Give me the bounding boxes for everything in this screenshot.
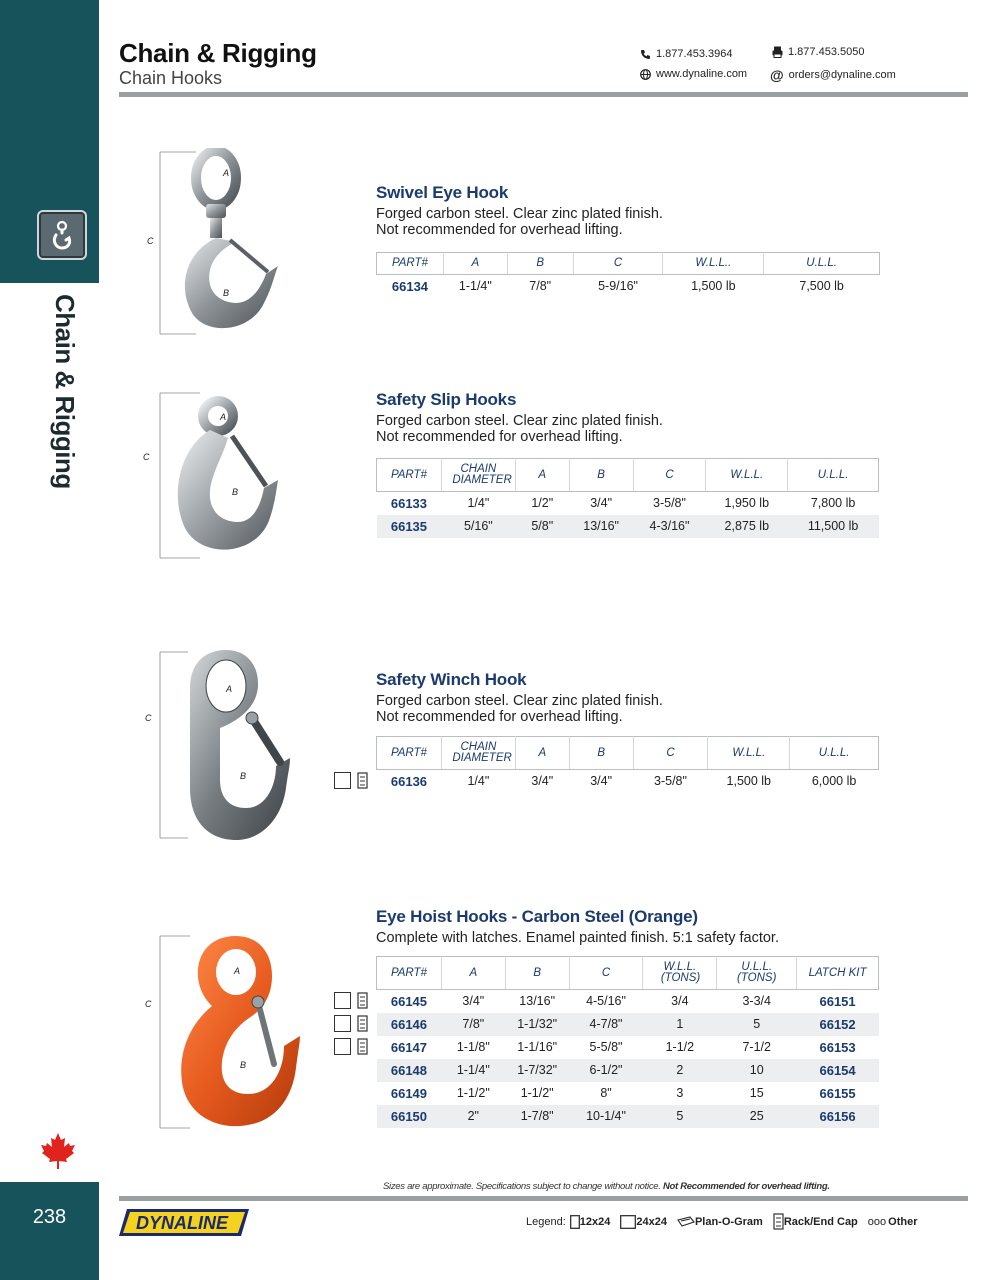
fax-icon — [772, 46, 783, 58]
hook-category-icon — [37, 210, 87, 260]
table-cell: 1-7/32" — [505, 1059, 569, 1082]
box-24x24-icon — [620, 1215, 636, 1229]
column-header: A — [441, 957, 505, 990]
table-cell: 1-1/2" — [456, 1086, 490, 1100]
phone-number[interactable]: 1.877.453.3964 — [656, 48, 733, 60]
swivel-eye-hook-image — [140, 148, 290, 340]
table-cell: 10 — [717, 1059, 797, 1082]
eye-hoist-hook-orange-image — [140, 932, 305, 1132]
legend-label: Legend: — [526, 1215, 566, 1228]
column-header: C — [633, 737, 708, 770]
table-row — [377, 770, 879, 793]
table-cell: 2 — [643, 1059, 717, 1082]
column-header: CHAIN DIAMETER — [441, 737, 515, 770]
dim-label-b: B — [223, 288, 230, 298]
table-cell: 4-5/16" — [586, 994, 626, 1009]
fax-number: 1.877.453.5050 — [788, 46, 865, 58]
phone-icon — [640, 49, 651, 60]
page-subtitle: Chain Hooks — [119, 68, 223, 88]
table-cell: 8" — [600, 1086, 612, 1100]
table-cell: 1-1/4" — [441, 1059, 505, 1082]
table-row — [377, 515, 879, 538]
column-header: B — [569, 737, 633, 770]
dim-label-b: B — [240, 1060, 247, 1070]
stock-indicators — [334, 772, 368, 789]
column-header: U.L.L. — [788, 459, 879, 492]
column-header: CHAIN DIAMETER — [441, 459, 515, 492]
stock-indicators — [334, 992, 368, 1009]
other-dots-icon: ooo — [867, 1215, 887, 1228]
header-divider — [119, 92, 968, 97]
table-cell: 5/16" — [441, 515, 515, 538]
table-cell: 3/4" — [462, 994, 485, 1009]
table-cell: 66155 — [819, 1085, 856, 1101]
rack-icon — [773, 1213, 784, 1230]
page-number: 238 — [32, 1206, 67, 1228]
table-cell: 3-5/8" — [654, 774, 687, 789]
table-cell: 66148 — [377, 1059, 442, 1082]
table-cell: 1-1/8" — [456, 1040, 490, 1054]
table-row — [377, 1013, 879, 1036]
fax-contact — [772, 46, 864, 58]
table-cell: 1/4" — [467, 496, 490, 511]
column-header: C — [633, 459, 706, 492]
column-header: A — [515, 459, 569, 492]
table-row — [377, 990, 879, 1013]
column-header: U.L.L. — [764, 253, 880, 275]
legend-item-rack-end-cap: Rack/End Cap — [773, 1213, 858, 1230]
table-cell: 66154 — [797, 1059, 879, 1082]
table-cell: 1-1/2" — [520, 1086, 554, 1100]
table-row — [377, 1036, 879, 1059]
table-cell: 5 — [643, 1105, 717, 1128]
dynaline-logo[interactable] — [119, 1209, 249, 1236]
rack-icon — [357, 1038, 368, 1055]
product-description: Forged carbon steel. Clear zinc plated finish. Not recommended for overhead lifting. — [376, 413, 663, 445]
disclaimer: Sizes are approximate. Specifications subject to change without notice. Not Recommended for overhead lifting. — [383, 1181, 830, 1192]
table-cell: 66136 — [390, 773, 428, 789]
table-cell: 1 — [643, 1013, 717, 1036]
box-12x24-icon — [570, 1215, 580, 1229]
table-cell: 66135 — [377, 515, 442, 538]
dim-label-c: C — [145, 999, 152, 1009]
email-contact — [770, 67, 896, 83]
spec-table — [376, 252, 880, 298]
globe-icon — [640, 69, 651, 80]
rack-icon — [357, 992, 368, 1009]
table-cell: 7,800 lb — [810, 496, 856, 511]
table-cell: 1,950 lb — [724, 496, 770, 511]
email-link[interactable]: orders@dynaline.com — [788, 69, 896, 81]
table-cell: 66147 — [390, 1039, 428, 1055]
legend-item-24x24: 24x24 — [620, 1215, 667, 1229]
legend — [526, 1213, 927, 1230]
table-cell: 15 — [749, 1086, 764, 1100]
column-header: LATCH KIT — [797, 957, 879, 990]
table-cell: 1-1/2 — [665, 1040, 695, 1054]
dim-label-c: C — [147, 236, 154, 246]
product-title: Eye Hoist Hooks - Carbon Steel (Orange) — [376, 907, 698, 926]
rack-icon — [357, 772, 368, 789]
dim-label-b: B — [232, 487, 239, 497]
table-row — [377, 1105, 879, 1128]
rack-icon — [357, 1015, 368, 1032]
table-cell: 66149 — [390, 1085, 428, 1101]
dim-label-a: A — [226, 684, 233, 694]
table-row — [377, 1082, 879, 1105]
column-header: PART# — [377, 957, 442, 990]
table-cell: 3-3/4 — [742, 994, 771, 1009]
table-cell: 1-1/4" — [458, 279, 492, 294]
table-cell: 6,000 lb — [811, 774, 857, 789]
product-title: Safety Slip Hooks — [376, 390, 517, 409]
column-header: A — [443, 253, 507, 275]
table-cell: 1,500 lb — [691, 279, 736, 294]
table-cell: 66145 — [390, 993, 428, 1009]
table-cell: 13/16" — [569, 515, 633, 538]
table-cell: 66150 — [377, 1105, 442, 1128]
table-cell: 7/8" — [441, 1013, 505, 1036]
column-header: W.L.L.. — [663, 253, 764, 275]
table-cell: 66134 — [391, 278, 429, 294]
table-cell: 5-9/16" — [598, 279, 638, 294]
table-cell: 1-1/16" — [517, 1040, 558, 1054]
table-cell: 7/8" — [529, 279, 552, 294]
legend-item-plan-o-gram: Plan-O-Gram — [677, 1216, 763, 1228]
product-description: Forged carbon steel. Clear zinc plated finish. Not recommended for overhead lifting. — [376, 693, 663, 725]
dim-label-c: C — [145, 713, 152, 723]
column-header: B — [505, 957, 569, 990]
table-cell: 3/4" — [590, 774, 613, 789]
table-cell: 3/4 — [671, 994, 689, 1009]
column-header: PART# — [377, 253, 444, 275]
table-cell: 66146 — [377, 1013, 442, 1036]
stock-indicators — [334, 1015, 368, 1032]
at-sign-icon: @ — [770, 67, 784, 83]
column-header: B — [569, 459, 633, 492]
website-link[interactable]: www.dynaline.com — [656, 68, 748, 80]
table-cell: 3/4" — [531, 774, 554, 789]
table-cell: 1/2" — [531, 496, 554, 511]
plan-o-gram-icon — [677, 1216, 695, 1228]
column-header: W.L.L. (TONS) — [643, 957, 717, 990]
column-header: W.L.L. — [706, 459, 788, 492]
page-title: Chain & Rigging — [119, 38, 317, 68]
checkbox-12x24[interactable] — [334, 1015, 351, 1032]
table-cell: 66133 — [390, 495, 428, 511]
spec-table — [376, 458, 879, 538]
column-header: C — [569, 957, 643, 990]
table-cell: 2,875 lb — [706, 515, 788, 538]
table-cell: 3-5/8" — [653, 496, 686, 511]
dim-label-c: C — [143, 452, 150, 462]
table-cell: 66152 — [797, 1013, 879, 1036]
column-header: U.L.L. (TONS) — [717, 957, 797, 990]
table-cell: 13/16" — [519, 994, 556, 1009]
table-cell: 4-7/8" — [569, 1013, 643, 1036]
logo-text: DYNALINE — [135, 1213, 229, 1233]
maple-leaf-icon — [41, 1133, 75, 1169]
dim-label-a: A — [234, 966, 241, 976]
sidebar-section-label: Chain & Rigging — [50, 294, 80, 489]
dim-label-a: A — [220, 412, 227, 422]
stock-indicators — [334, 1038, 368, 1055]
table-cell: 7-1/2 — [742, 1040, 771, 1054]
table-cell: 25 — [717, 1105, 797, 1128]
legend-item-other: ooo Other — [867, 1215, 918, 1228]
column-header: W.L.L. — [708, 737, 790, 770]
table-row — [377, 1059, 879, 1082]
sidebar-bottom-panel — [0, 1182, 99, 1280]
table-cell: 66153 — [819, 1039, 856, 1055]
table-row — [377, 275, 880, 298]
dim-label-a: A — [223, 168, 230, 178]
table-cell: 4-3/16" — [633, 515, 706, 538]
column-header: A — [515, 737, 569, 770]
product-title: Swivel Eye Hook — [376, 183, 509, 202]
table-cell: 2" — [441, 1105, 505, 1128]
spec-table — [376, 956, 879, 1128]
phone-contact — [640, 48, 732, 60]
checkbox-12x24[interactable] — [334, 992, 351, 1009]
table-cell: 6-1/2" — [569, 1059, 643, 1082]
table-cell: 3 — [676, 1086, 684, 1100]
table-cell: 5/8" — [515, 515, 569, 538]
column-header: C — [573, 253, 663, 275]
website-contact — [640, 68, 747, 80]
column-header: U.L.L. — [790, 737, 879, 770]
checkbox-12x24[interactable] — [334, 772, 351, 789]
table-cell: 11,500 lb — [788, 515, 879, 538]
column-header: B — [507, 253, 573, 275]
product-description: Forged carbon steel. Clear zinc plated finish. Not recommended for overhead lifting. — [376, 206, 663, 238]
table-cell: 1-1/32" — [505, 1013, 569, 1036]
table-cell: 66151 — [819, 993, 856, 1009]
table-cell: 66156 — [797, 1105, 879, 1128]
spec-table — [376, 736, 879, 793]
table-row — [377, 492, 879, 515]
dim-label-b: B — [240, 771, 247, 781]
checkbox-12x24[interactable] — [334, 1038, 351, 1055]
product-title: Safety Winch Hook — [376, 670, 527, 689]
column-header: PART# — [377, 459, 442, 492]
safety-slip-hook-image — [140, 388, 290, 563]
table-cell: 3/4" — [590, 496, 613, 511]
safety-winch-hook-image — [140, 648, 300, 843]
table-cell: 1,500 lb — [726, 774, 772, 789]
product-description: Complete with latches. Enamel painted finish. 5:1 safety factor. — [376, 930, 779, 946]
table-cell: 5-5/8" — [589, 1040, 623, 1054]
table-cell: 1-7/8" — [505, 1105, 569, 1128]
table-cell: 10-1/4" — [569, 1105, 643, 1128]
table-cell: 5 — [717, 1013, 797, 1036]
table-cell: 7,500 lb — [799, 279, 844, 294]
table-cell: 1/4" — [467, 774, 490, 789]
legend-item-12x24: 12x24 — [570, 1215, 611, 1229]
column-header: PART# — [377, 737, 442, 770]
footer-divider — [119, 1196, 968, 1201]
